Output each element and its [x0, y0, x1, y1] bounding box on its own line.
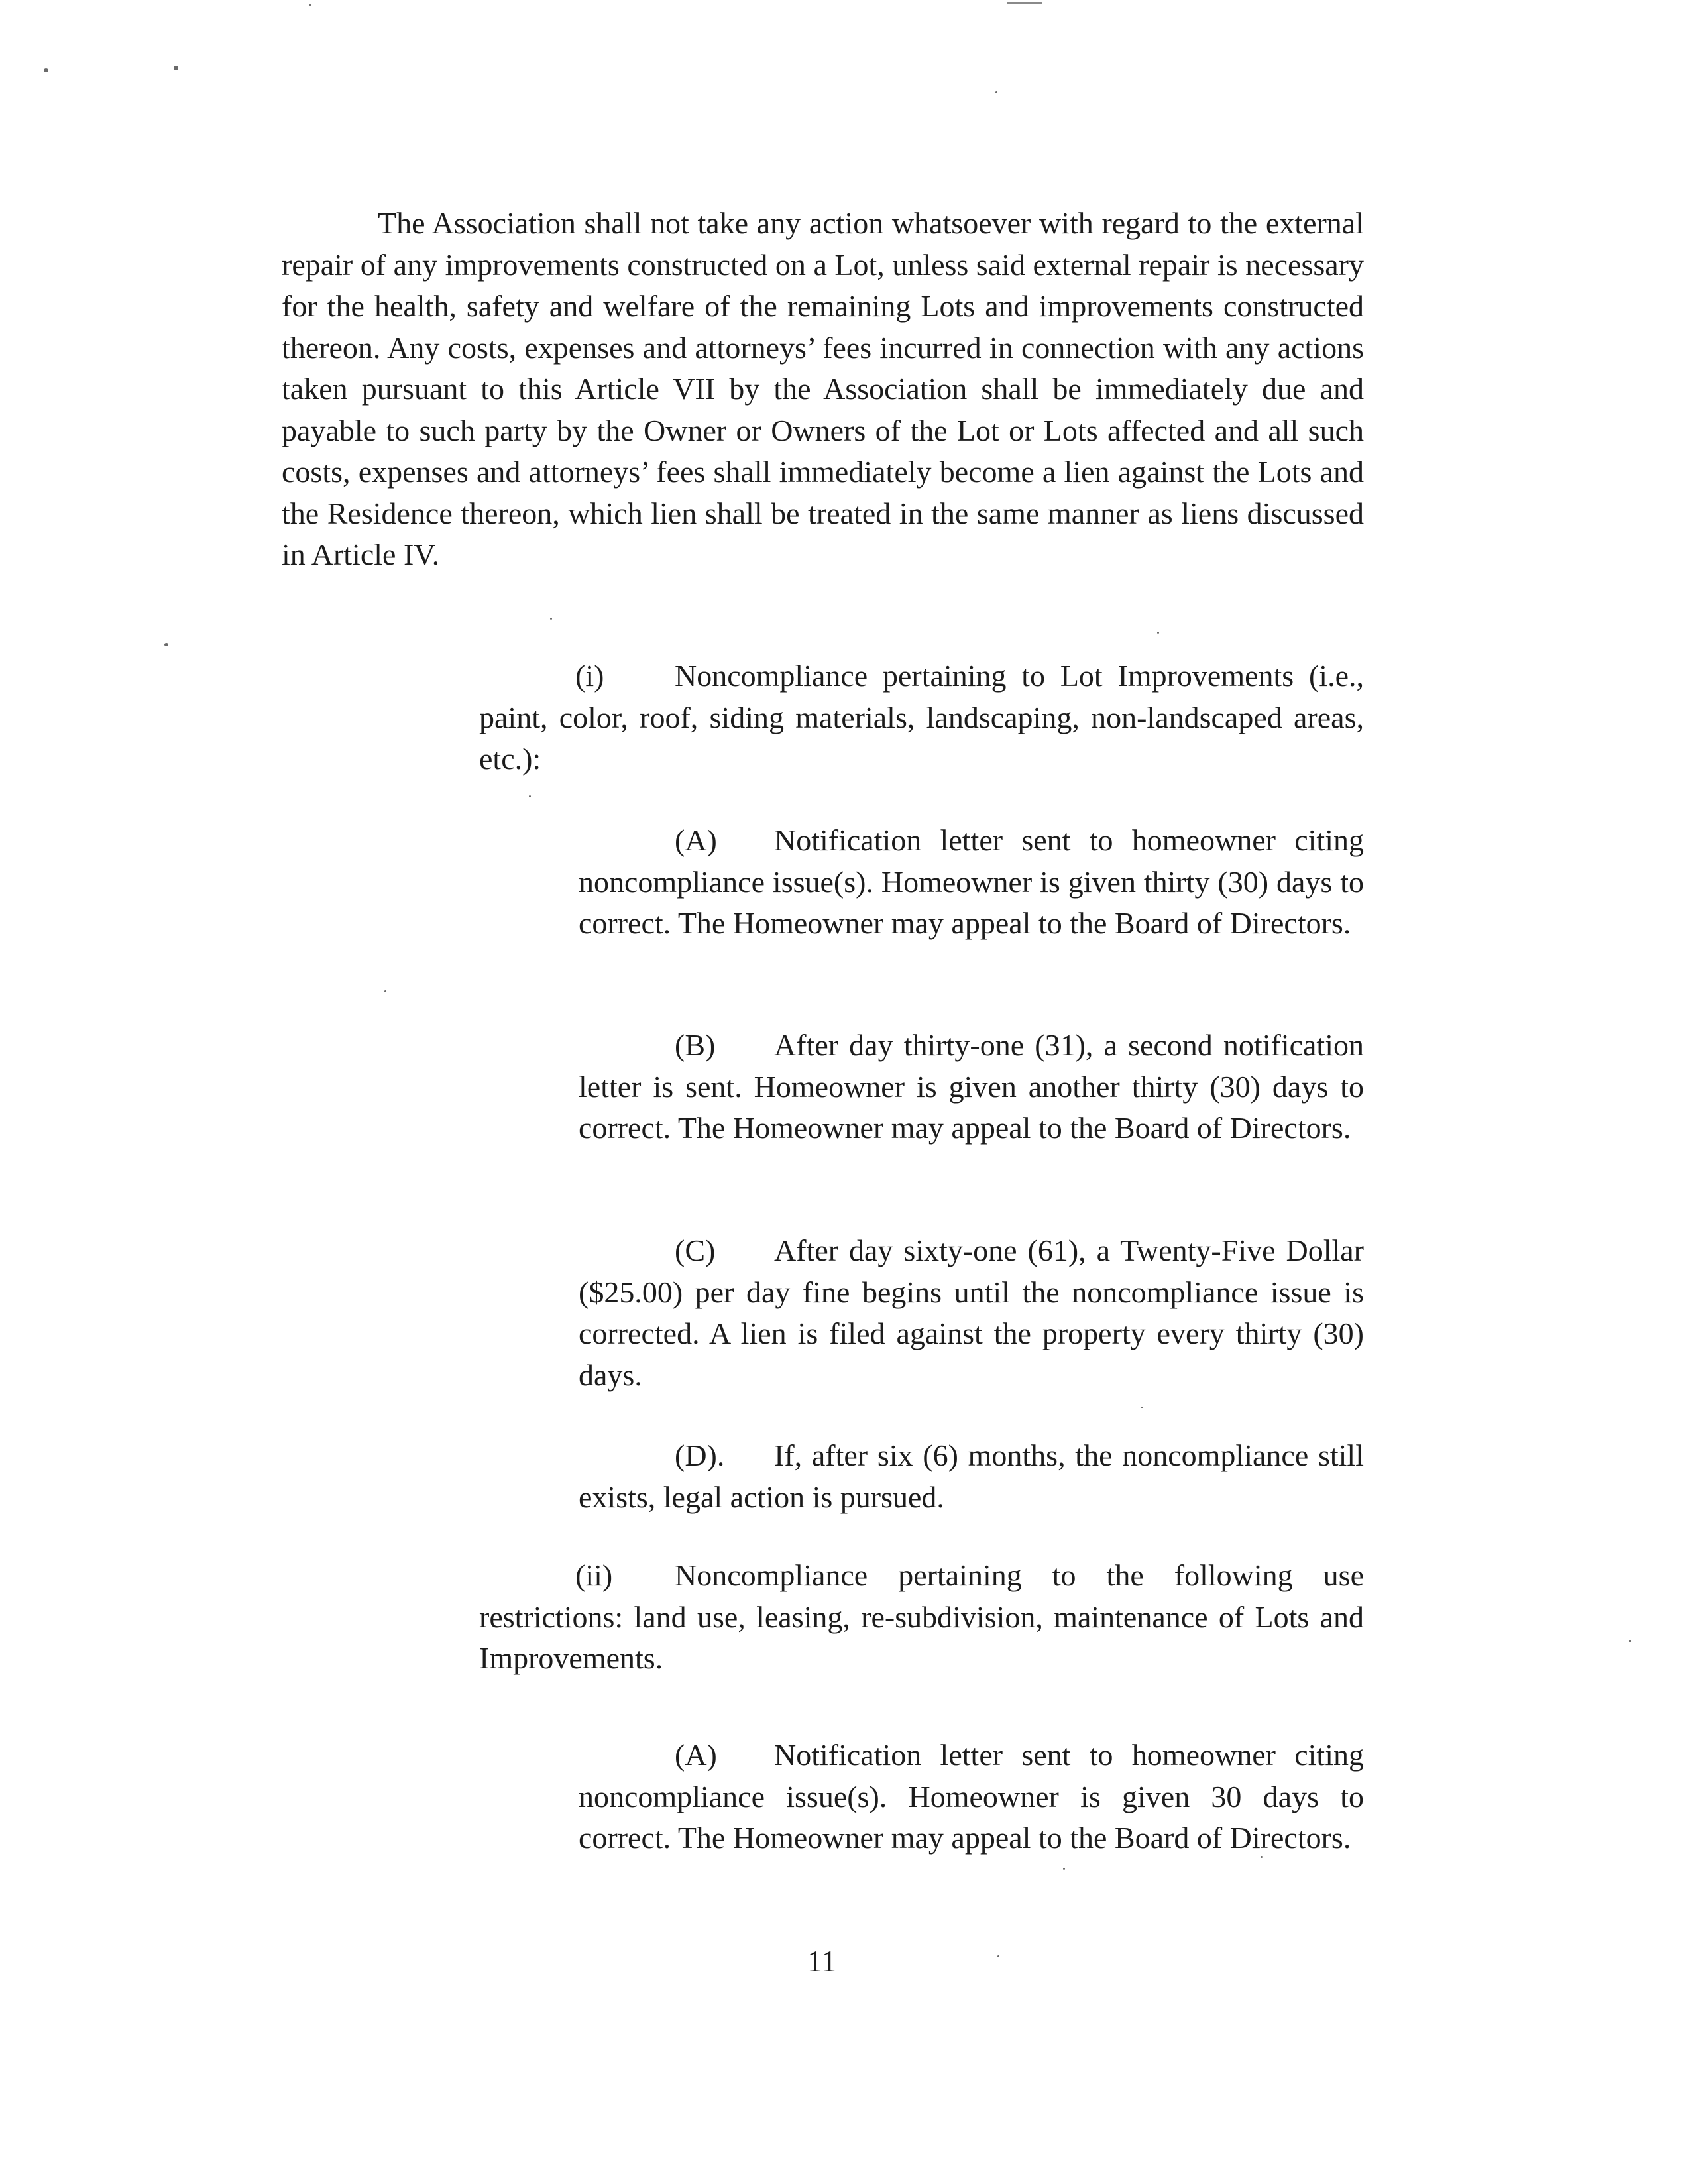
- section-ii-item-a: [579, 1735, 1364, 1859]
- page-number: 11: [807, 1944, 837, 1978]
- intro-paragraph: [282, 203, 1364, 576]
- scan-speck: [164, 643, 168, 646]
- item-text: Notification letter sent to homeowner citing noncompliance issue(s). Homeowner is given 30 days to correct. The Homeowner may appeal to the Board of Directors.: [579, 1738, 1364, 1855]
- section-i-item-b: [579, 1025, 1364, 1149]
- scan-speck: [384, 990, 386, 992]
- item-label: (D).: [675, 1438, 725, 1472]
- section-i-text: Noncompliance pertaining to Lot Improvements (i.e., paint, color, roof, siding materials, landscaping, non-landscaped areas, etc.):: [479, 659, 1364, 776]
- item-label: (A): [675, 823, 717, 857]
- scan-speck: [44, 68, 48, 72]
- scan-speck: [529, 795, 531, 797]
- item-label: (C): [675, 1234, 716, 1267]
- section-ii-label: (ii): [575, 1558, 613, 1592]
- section-i-label: (i): [575, 659, 604, 693]
- scan-speck: [1063, 1868, 1065, 1870]
- section-i-item-c: [579, 1230, 1364, 1396]
- intro-paragraph-text: The Association shall not take any action whatsoever with regard to the external repair of any improvements constructed on a Lot, unless said external repair is necessary for the health, safety and welfare of the remaining Lots and improvements constructed thereon. Any costs, expenses and attorneys’ fees incurred in connection with any actions taken pursuant to this Article VII by the Association shall be immediately due and payable to such party by the Owner or Owners of the Lot or Lots affected and all such costs, expenses and attorneys’ fees shall immediately become a lien against the Lots and the Residence thereon, which lien shall be treated in the same manner as liens discussed in Article IV.: [282, 206, 1364, 571]
- item-label: (A): [675, 1738, 717, 1772]
- scan-mark-top-rule: [1007, 2, 1042, 4]
- scan-speck: [997, 1955, 999, 1957]
- scan-speck: [1157, 632, 1159, 634]
- section-i-paragraph: [479, 656, 1364, 780]
- section-i-item-d: [579, 1435, 1364, 1518]
- scan-speck: [309, 4, 311, 6]
- item-text: After day sixty-one (61), a Twenty-Five Dollar ($25.00) per day fine begins until the noncompliance issue is corrected. A lien is filed against the property every thirty (30) days.: [579, 1234, 1364, 1392]
- item-label: (B): [675, 1028, 716, 1062]
- item-text: Notification letter sent to homeowner citing noncompliance issue(s). Homeowner is given thirty (30) days to correct. The Homeowner may appeal to the Board of Directors.: [579, 823, 1364, 940]
- scan-speck: [174, 66, 178, 70]
- scan-speck: [550, 618, 552, 620]
- scan-speck: [1629, 1640, 1631, 1642]
- section-ii-text: Noncompliance pertaining to the following use restrictions: land use, leasing, re-subdivision, maintenance of Lots and Improvements.: [479, 1558, 1364, 1675]
- item-text: If, after six (6) months, the noncompliance still exists, legal action is pursued.: [579, 1438, 1364, 1514]
- scan-speck: [995, 91, 997, 93]
- scan-speck: [1141, 1407, 1143, 1408]
- section-ii-paragraph: [479, 1555, 1364, 1680]
- item-text: After day thirty-one (31), a second notification letter is sent. Homeowner is given another thirty (30) days to correct. The Homeowner may appeal to the Board of Directors.: [579, 1028, 1364, 1145]
- section-i-item-a: [579, 820, 1364, 945]
